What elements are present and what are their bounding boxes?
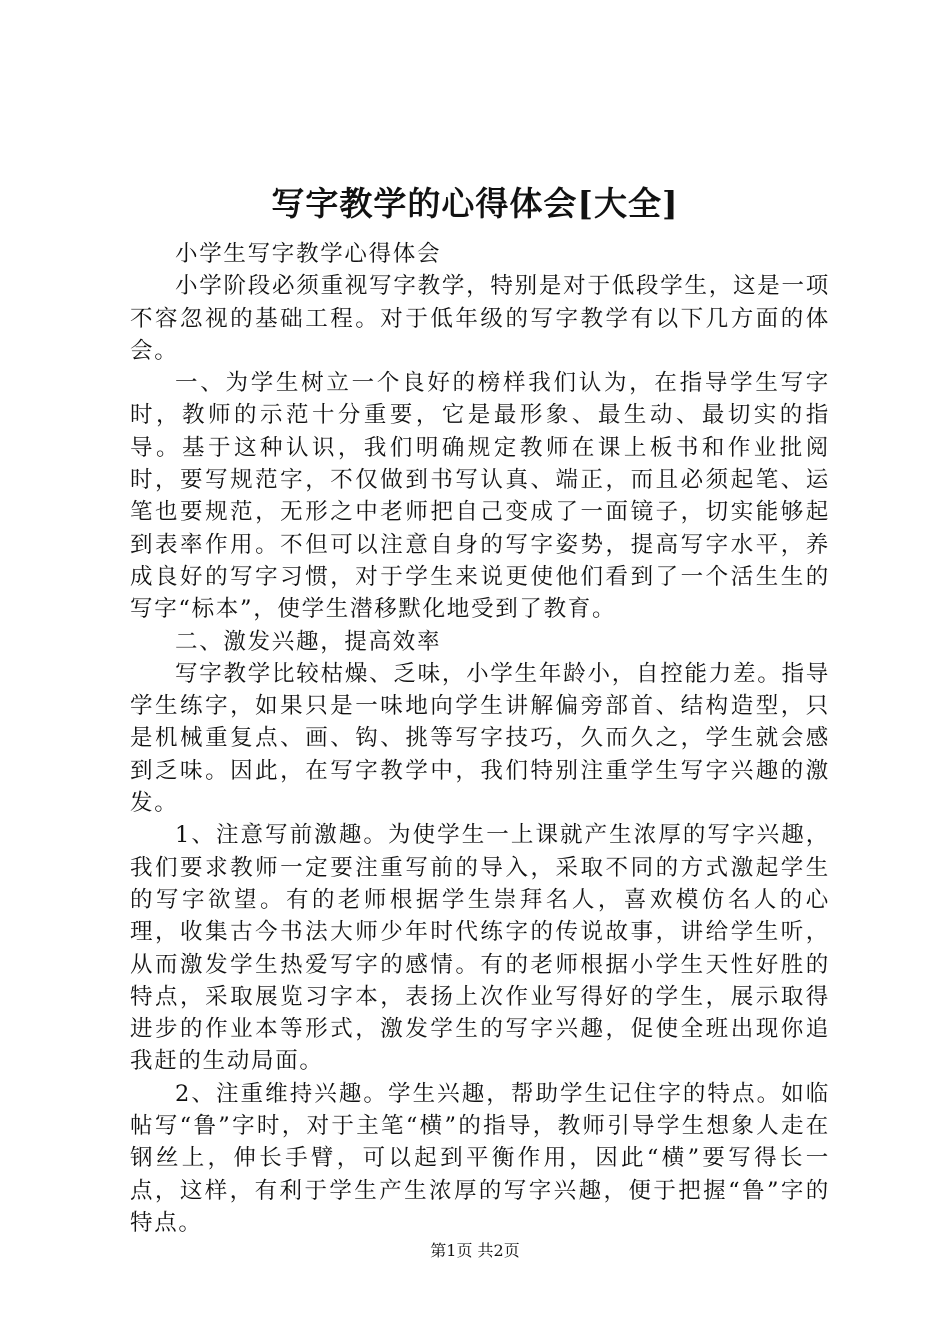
body-paragraph: 二、激发兴趣，提高效率 [175,628,442,655]
body-paragraph: 写字教学比较枯燥、乏味，小学生年龄小，自控能力差。指导学生练字，如果只是一味地向学生讲解偏旁部首、结构造型，只是机械重复点、画、钩、挑等写字技巧，久而久之，学生就会感到乏味。因此，在写字教学中，我们特别注重学生写字兴趣的激发。 [130,660,830,817]
body-paragraph: 小学生写字教学心得体会 [175,241,442,267]
document-title: 写字教学的心得体会[大全] [271,184,679,223]
body-paragraph: 1、注意写前激趣。为使学生一上课就产生浓厚的写字兴趣，我们要求教师一定要注重写前的导入，采取不同的方式激起学生的写字欲望。有的老师根据学生崇拜名人，喜欢模仿名人的心理，收集古今书法大师少年时代练字的传说故事，讲给学生听，从而激发学生热爱写字的感情。有的老师根据小学生天性好胜的特点，采取展览习字本，表扬上次作业写得好的学生，展示取得进步的作业本等形式，激发学生的写字兴趣，促使全班出现你追我赶的生动局面。 [130,822,830,1075]
body-paragraph: 一、为学生树立一个良好的榜样我们认为，在指导学生写字时，教师的示范十分重要，它是最形象、最生动、最切实的指导。基于这种认识，我们明确规定教师在课上板书和作业批阅时，要写规范字，不仅做到书写认真、端正，而且必须起笔、运笔也要规范，无形之中老师把自己变成了一面镜子，切实能够起到表率作用。不但可以注意自身的写字姿势，提高写字水平，养成良好的写字习惯，对于学生来说更使他们看到了一个活生生的写字“标本”，使学生潜移默化地受到了教育。 [130,370,830,623]
body-paragraph: 2、注重维持兴趣。学生兴趣，帮助学生记住字的特点。如临帖写“鲁”字时，对于主笔“横”的指导，教师引导学生想象人走在钢丝上，伸长手臂，可以起到平衡作用，因此“横”要写得长一点，这样，有利于学生产生浓厚的写字兴趣，便于把握“鲁”字的特点。 [130,1080,830,1236]
body-paragraph: 小学阶段必须重视写字教学，特别是对于低段学生，这是一项不容忽视的基础工程。对于低年级的写字教学有以下几方面的体会。 [130,273,830,364]
page-footer: 第1页 共2页 [430,1241,520,1260]
document-body [130,238,830,1239]
